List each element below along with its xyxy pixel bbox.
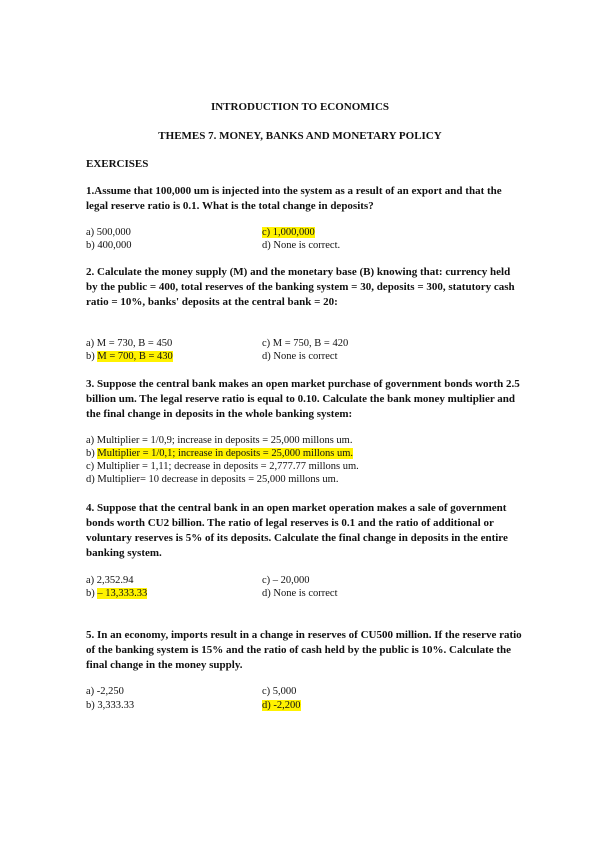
option-answer: d) None is correct. bbox=[262, 240, 341, 251]
option-answer: M = 750, B = 420 bbox=[272, 338, 349, 349]
question-1: 1.Assume that 100,000 um is injected into the system as a result of an export and that the legal reserve ratio is 0.1. What is the total change in deposits? bbox=[86, 185, 502, 212]
question-4: 4. Suppose that the central bank in an open market operation makes a sale of government bonds worth CU2 billion. The ratio of legal reserves is 0.1 and the ratio of additional or voluntary reserves is 5% of its deposits. Calculate the final change in deposits in the entire banking system. bbox=[86, 502, 508, 559]
option-answer: – 20,000 bbox=[272, 575, 310, 586]
question-2: 2. Calculate the money supply (M) and the monetary base (B) knowing that: currency held by the public = 400, total reserves of the banking system = 30, deposits = 300, statutory cash ratio = 10%, banks' deposits at the central bank = 20: bbox=[86, 266, 515, 308]
section-heading: EXERCISES bbox=[86, 158, 149, 170]
q2-option-a: a) M = 730, B = 450 bbox=[86, 338, 173, 349]
q4-option-c: c) – 20,000 bbox=[262, 575, 310, 586]
option-answer: 400,000 bbox=[97, 240, 132, 251]
q5-option-b: b) 3,333.33 bbox=[86, 700, 135, 711]
highlighted-answer: Multiplier = 1/0,1; increase in deposits = 25,000 millons um. bbox=[97, 448, 354, 459]
option-answer: -2,250 bbox=[96, 686, 124, 697]
option-answer: M = 730, B = 450 bbox=[96, 338, 173, 349]
q1-option-b: b) 400,000 bbox=[86, 240, 132, 251]
q1-option-a: a) 500,000 bbox=[86, 227, 131, 238]
question-5: 5. In an economy, imports result in a change in reserves of CU500 million. If the reserve ratio of the banking system is 15% and the ratio of cash held by the public is 10%. Calculate the final change in the money supply. bbox=[86, 629, 522, 671]
q4-option-d: d) None is correct bbox=[262, 588, 338, 599]
option-answer: Multiplier = 1,11; decrease in deposits = 2,777.77 millons um. bbox=[96, 461, 359, 472]
option-answer: 5,000 bbox=[272, 686, 297, 697]
q1-option-c bbox=[262, 226, 315, 239]
document-title: INTRODUCTION TO ECONOMICS bbox=[210, 101, 390, 113]
option-answer: Multiplier= 10 decrease in deposits = 25,000 millons um. bbox=[97, 474, 339, 485]
q5-option-d bbox=[262, 699, 301, 712]
highlighted-answer: M = 700, B = 430 bbox=[97, 351, 173, 362]
option-answer: Multiplier = 1/0,9; increase in deposits = 25,000 millons um. bbox=[96, 435, 353, 446]
q1-option-d bbox=[262, 239, 340, 252]
q3-option-a: a) Multiplier = 1/0,9; increase in deposits = 25,000 millons um. bbox=[86, 435, 353, 446]
q4-option-b: b) – 13,333.33 bbox=[86, 588, 148, 599]
q2-option-d: d) None is correct bbox=[262, 351, 338, 362]
q5-option-a: a) -2,250 bbox=[86, 686, 124, 697]
q3-option-b: b) Multiplier = 1/0,1; increase in deposits = 25,000 millons um. bbox=[86, 448, 354, 459]
q4-option-a: a) 2,352.94 bbox=[86, 575, 134, 586]
highlighted-answer: d) -2,200 bbox=[262, 700, 301, 711]
option-answer: None is correct bbox=[273, 588, 338, 599]
q5-option-c: c) 5,000 bbox=[262, 686, 297, 697]
highlighted-answer: – 13,333.33 bbox=[97, 588, 148, 599]
highlighted-answer: c) 1,000,000 bbox=[262, 227, 315, 238]
document-subtitle: THEMES 7. MONEY, BANKS AND MONETARY POLICY bbox=[158, 130, 442, 142]
q3-option-d: d) Multiplier= 10 decrease in deposits = 25,000 millons um. bbox=[86, 474, 339, 485]
q2-option-b: b) M = 700, B = 430 bbox=[86, 351, 173, 362]
option-answer: None is correct bbox=[273, 351, 338, 362]
option-answer: 3,333.33 bbox=[97, 700, 135, 711]
q2-option-c: c) M = 750, B = 420 bbox=[262, 338, 349, 349]
question-3: 3. Suppose the central bank makes an open market purchase of government bonds worth 2.5 billion um. The legal reserve ratio is equal to 0.10. Calculate the bank money multiplier and the final change in deposits in the whole banking system: bbox=[86, 378, 520, 420]
q3-option-c: c) Multiplier = 1,11; decrease in deposits = 2,777.77 millons um. bbox=[86, 461, 359, 472]
option-answer: 500,000 bbox=[96, 227, 131, 238]
option-answer: 2,352.94 bbox=[96, 575, 134, 586]
